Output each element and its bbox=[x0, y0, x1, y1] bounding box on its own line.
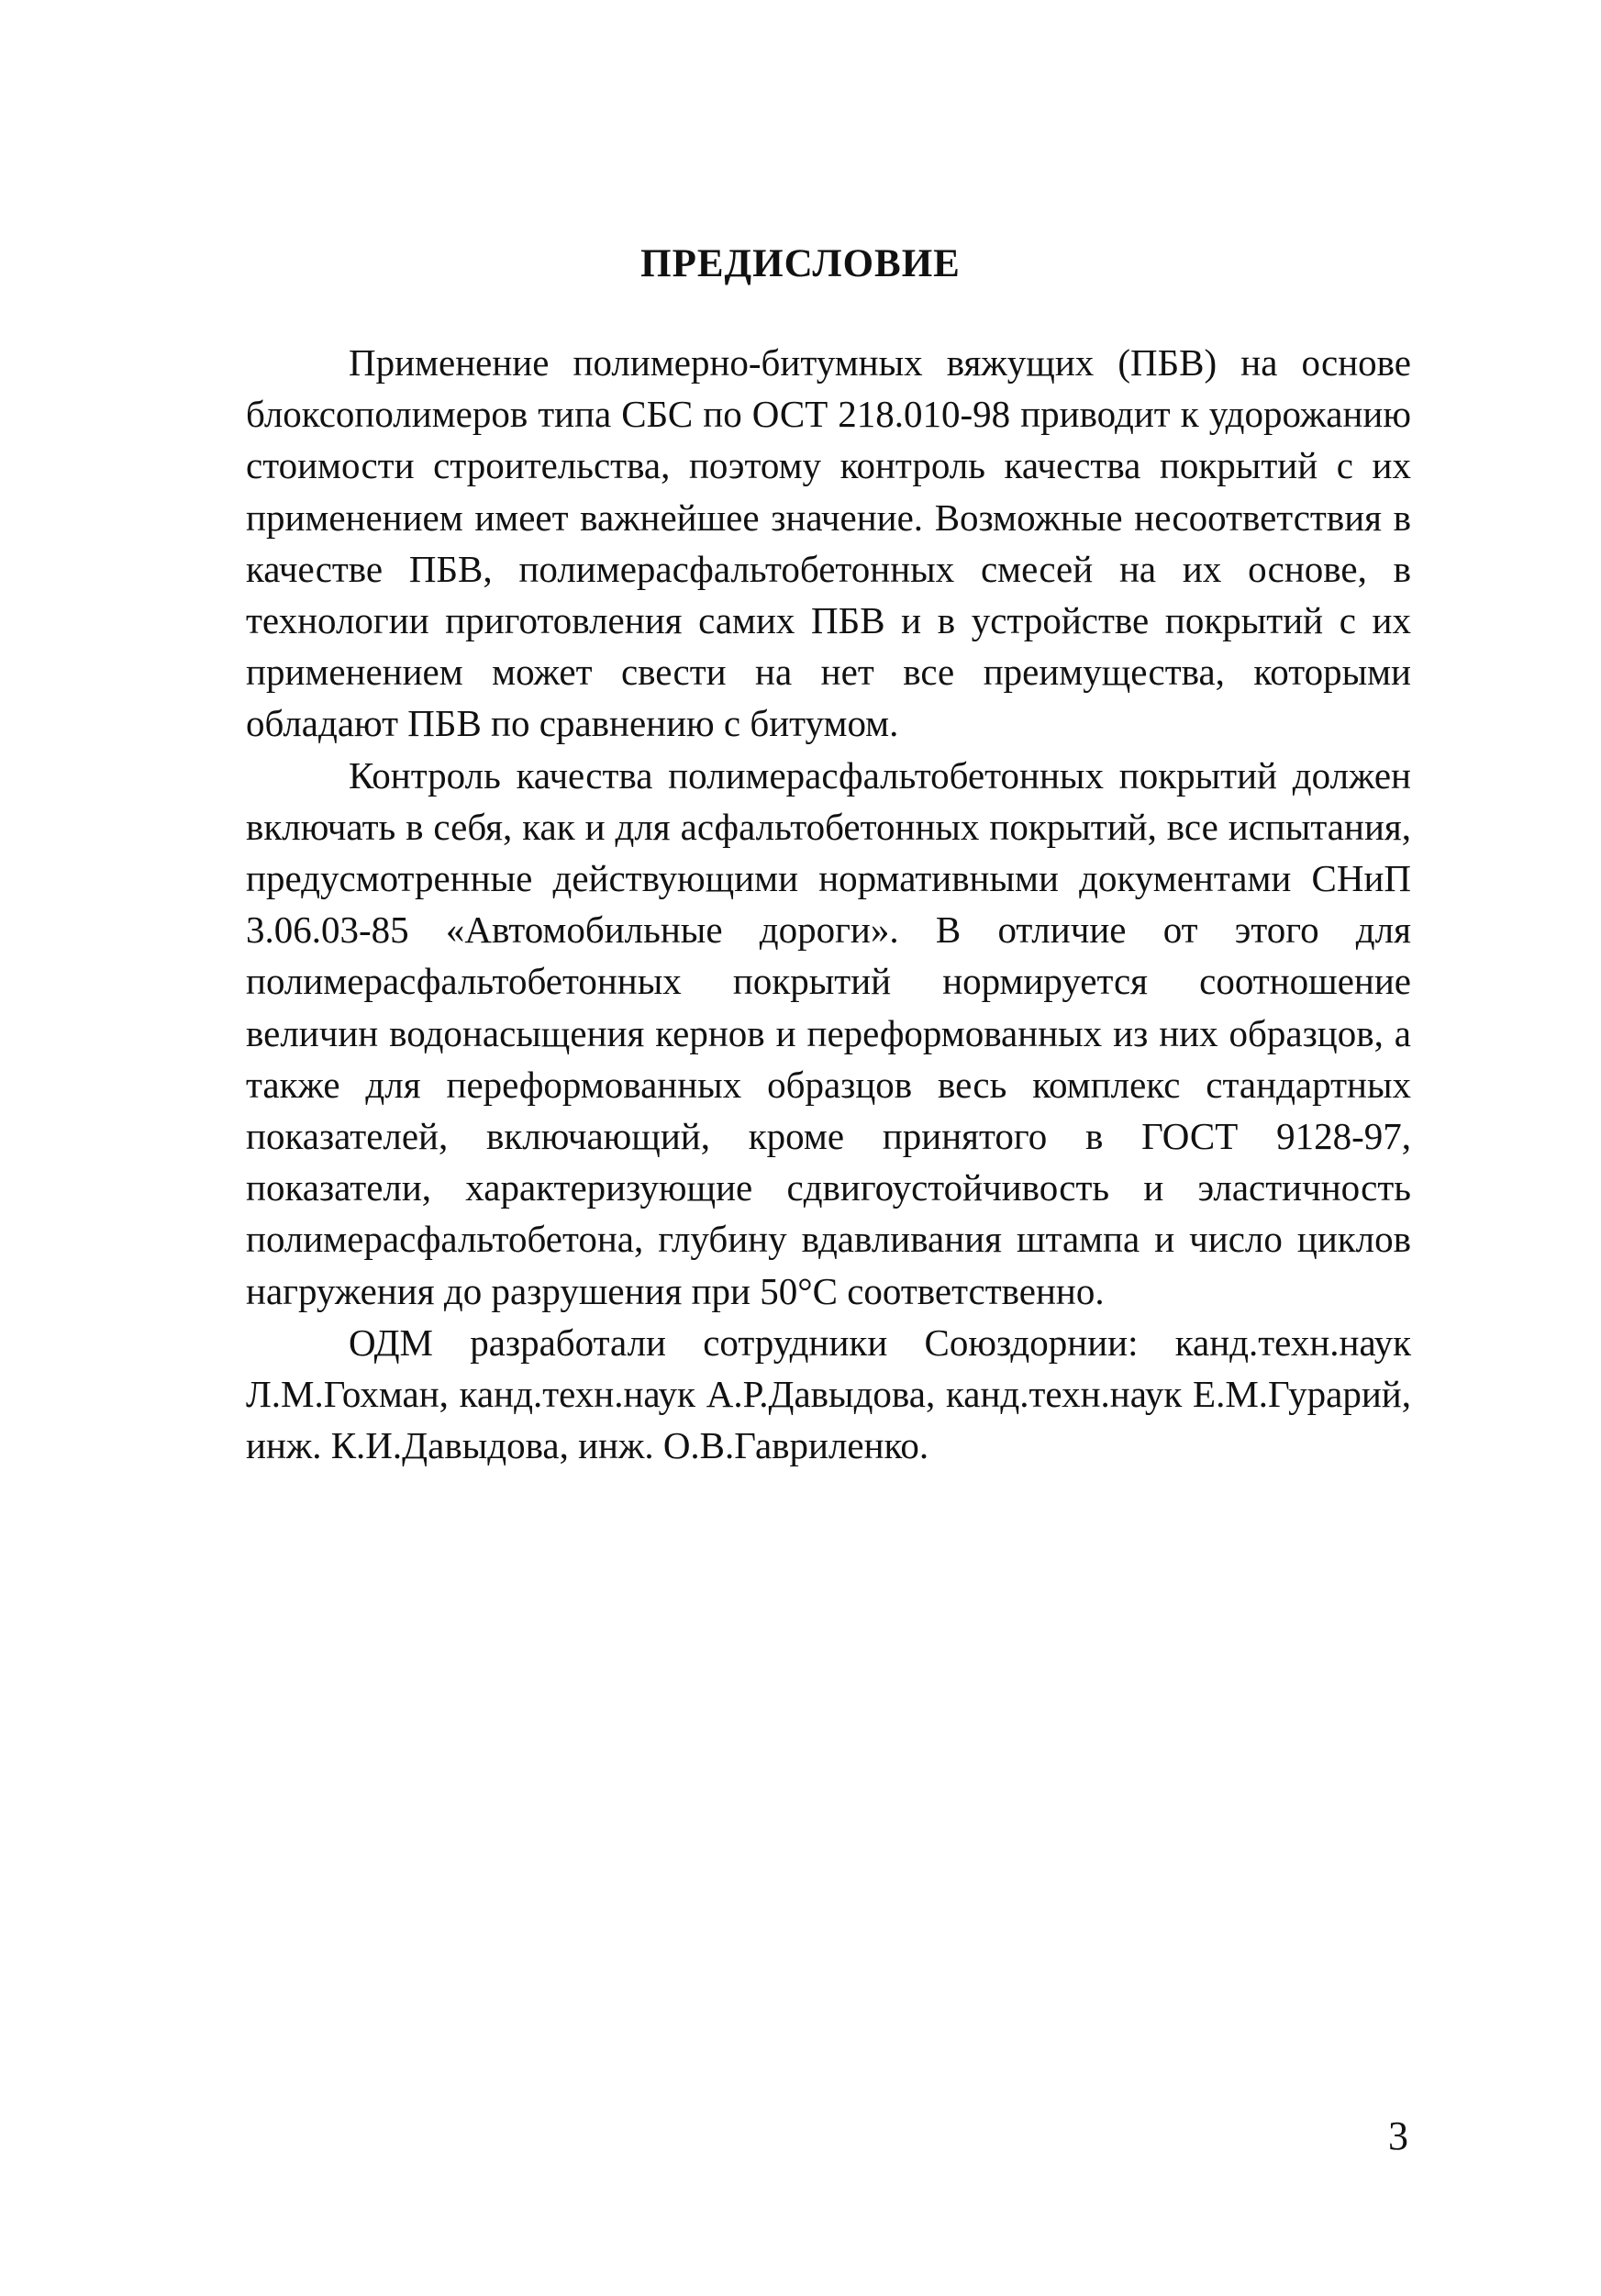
page-number: 3 bbox=[1388, 2113, 1408, 2158]
paragraph-pbv-intro: Применение полимерно-битумных вяжущих (ПБВ) на основе блоксополимеров типа СБС по ОСТ 218.010-98 приводит к удорожанию стоимости строительства, поэтому контроль качества покрытий с их применением имеет важнейшее значение. Возможные несоответствия в качестве ПБВ, полимерасфальтобетонных смесей на их основе, в технологии приготовления самих ПБВ и в устройстве покрытий с их применением может свести на нет все преимущества, которыми обладают ПБВ по сравнению с битумом. bbox=[246, 341, 1411, 745]
body-text bbox=[246, 337, 1411, 1471]
page-title: ПРЕДИСЛОВИЕ bbox=[640, 242, 961, 285]
paragraph-authors: ОДМ разработали сотрудники Союздорнии: канд.техн.наук Л.М.Гохман, канд.техн.наук А.Р.Давыдова, канд.техн.наук Е.М.Гурарий, инж. К.И.Давыдова, инж. О.В.Гавриленко. bbox=[246, 1321, 1411, 1467]
paragraph-quality-control: Контроль качества полимерасфальтобетонных покрытий должен включать в себя, как и для асфальтобетонных покрытий, все испытания, предусмотренные действующими нормативными документами СНиП 3.06.03-85 «Автомобильные дороги». В отличие от этого для полимерасфальтобетонных покрытий нормируется соотношение величин водонасыщения кернов и переформованных из них образцов, а также для переформованных образцов весь комплекс стандартных показателей, включающий, кроме принятого в ГОСТ 9128-97, показатели, характеризующие сдвигоустойчивость и эластичность полимерасфальтобетона, глубину вдавливания штампа и число циклов нагружения до разрушения при 50°С соответственно. bbox=[246, 753, 1411, 1312]
